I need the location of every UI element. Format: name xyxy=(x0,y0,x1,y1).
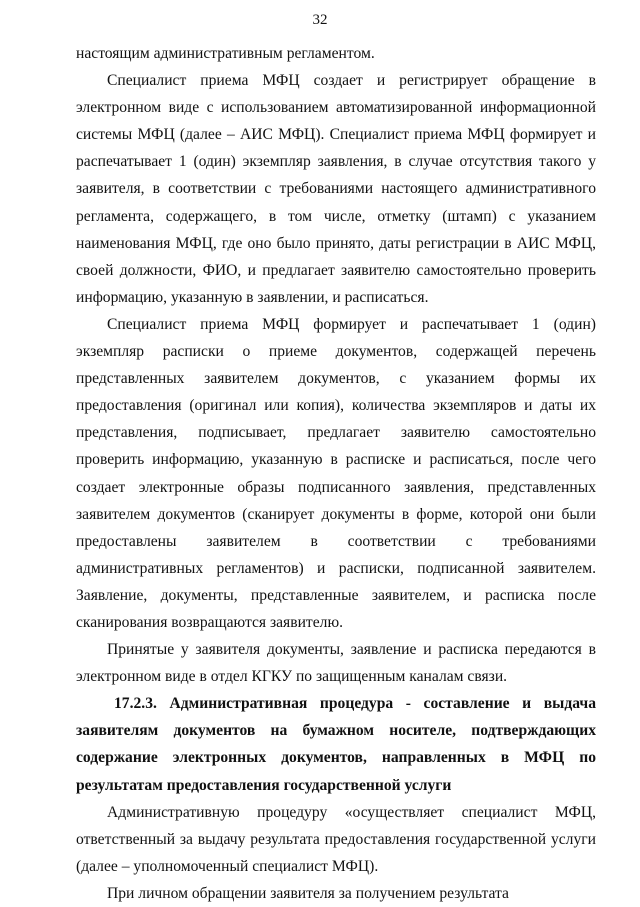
section-heading: 17.2.3. Административная процедура - составление и выдача заявителям документов на бумажном носителе, подтверждающих содержание электронных документов, направленных в МФЦ по результатам предоставления государственной услуги xyxy=(76,695,596,794)
paragraph-continuation: настоящим административным регламентом. xyxy=(76,45,375,62)
paragraph-receipt: Специалист приема МФЦ формирует и распечатывает 1 (один) экземпляр расписки о приеме документов, содержащей перечень представленных заявителем документов, с указанием формы их предоставления (оригинал или копия), количества экземпляров и даты их представления, подписывает, предлагает заявителю самостоятельно проверить информацию, указанную в расписке и расписаться, после чего создает электронные образы подписанного заявления, представленных заявителем документов (сканирует документы в форме, которой они были предоставлены заявителем в соответствии с требованиями административных регламентов) и расписки, подписанной заявителем. Заявление, документы, представленные заявителем, и расписка после сканирования возвращаются заявителю. xyxy=(76,315,596,631)
page-number: 32 xyxy=(312,12,328,28)
paragraph-personal-request: При личном обращении заявителя за получением результата xyxy=(107,884,509,902)
paragraph-transfer: Принятые у заявителя документы, заявление и расписка передаются в электронном виде в отдел КГКУ по защищенным каналам связи. xyxy=(76,641,596,686)
paragraph-procedure: Административную процедуру «осуществляет специалист МФЦ, ответственный за выдачу результата предоставления государственной услуги (далее – уполномоченный специалист МФЦ). xyxy=(76,803,596,875)
document-body xyxy=(76,40,596,907)
paragraph-registration: Специалист приема МФЦ создает и регистрирует обращение в электронном виде с использованием автоматизированной информационной системы МФЦ (далее – АИС МФЦ). Специалист приема МФЦ формирует и распечатывает 1 (один) экземпляр заявления, в случае отсутствия такого у заявителя, в соответствии с требованиями настоящего административного регламента, содержащего, в том числе, отметку (штамп) с указанием наименования МФЦ, где оно было принято, даты регистрации в АИС МФЦ, своей должности, ФИО, и предлагает заявителю самостоятельно проверить информацию, указанную в заявлении, и расписаться. xyxy=(76,72,596,306)
